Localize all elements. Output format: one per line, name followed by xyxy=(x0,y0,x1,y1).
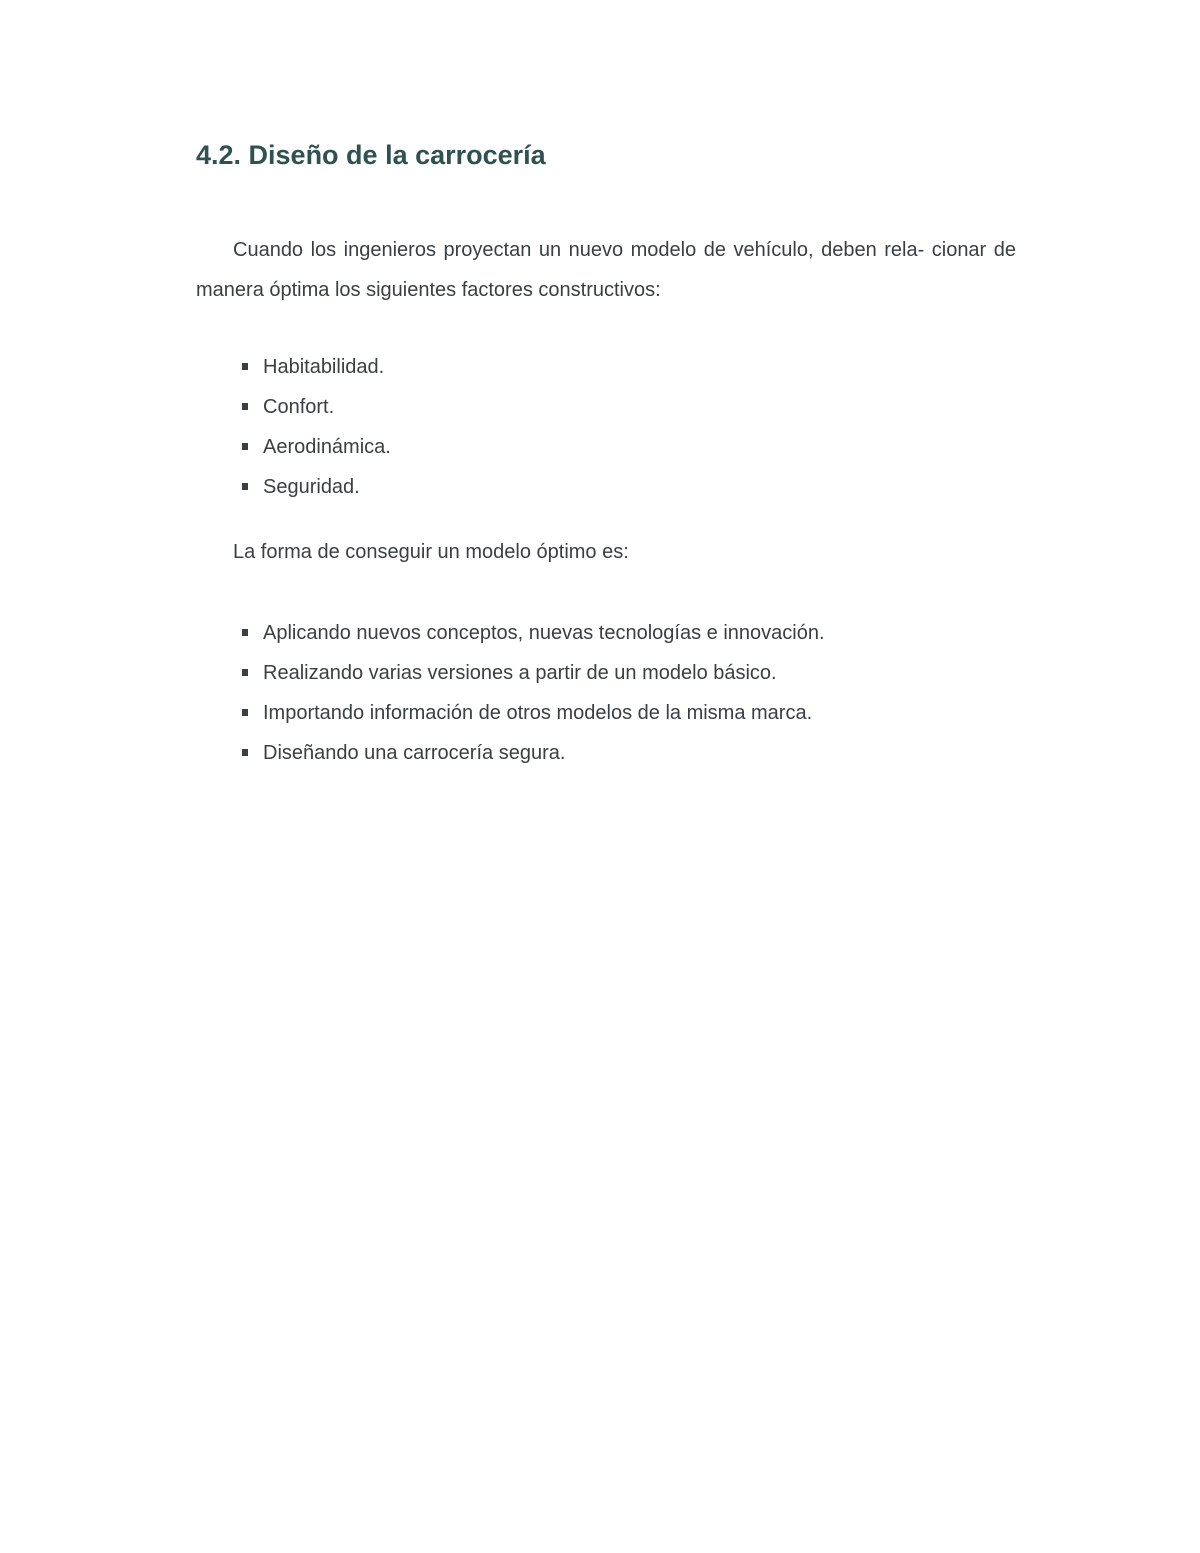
square-bullet-icon xyxy=(242,749,248,756)
list-item xyxy=(196,733,825,773)
section-title: 4.2. Diseño de la carrocería xyxy=(196,140,546,170)
list-item-text: Aerodinámica. xyxy=(263,436,391,458)
intro-paragraph: Cuando los ingenieros proyectan un nuevo modelo de vehículo, deben rela- cionar de manera óptima los siguientes factores constructivos: xyxy=(196,239,1016,301)
list-item xyxy=(196,427,391,467)
list-item-text: Diseñando una carrocería segura. xyxy=(263,742,566,764)
list-item xyxy=(196,613,825,653)
square-bullet-icon xyxy=(242,363,248,370)
list-item-text: Realizando varias versiones a partir de un modelo básico. xyxy=(263,662,777,684)
list-item xyxy=(196,693,825,733)
square-bullet-icon xyxy=(242,443,248,450)
list-item-text: Aplicando nuevos conceptos, nuevas tecnologías e innovación. xyxy=(263,622,825,644)
square-bullet-icon xyxy=(242,629,248,636)
list-item-text: Habitabilidad. xyxy=(263,356,385,378)
methods-list xyxy=(196,613,825,773)
square-bullet-icon xyxy=(242,403,248,410)
list-item xyxy=(196,387,391,427)
square-bullet-icon xyxy=(242,709,248,716)
list-item xyxy=(196,347,391,387)
list-item-text: Seguridad. xyxy=(263,476,360,498)
list-item-text: Confort. xyxy=(263,396,335,418)
square-bullet-icon xyxy=(242,669,248,676)
lead-paragraph: La forma de conseguir un modelo óptimo es: xyxy=(233,541,629,563)
list-item xyxy=(196,653,825,693)
list-item-text: Importando información de otros modelos de la misma marca. xyxy=(263,702,813,724)
square-bullet-icon xyxy=(242,483,248,490)
factors-list xyxy=(196,347,391,507)
list-item xyxy=(196,467,391,507)
